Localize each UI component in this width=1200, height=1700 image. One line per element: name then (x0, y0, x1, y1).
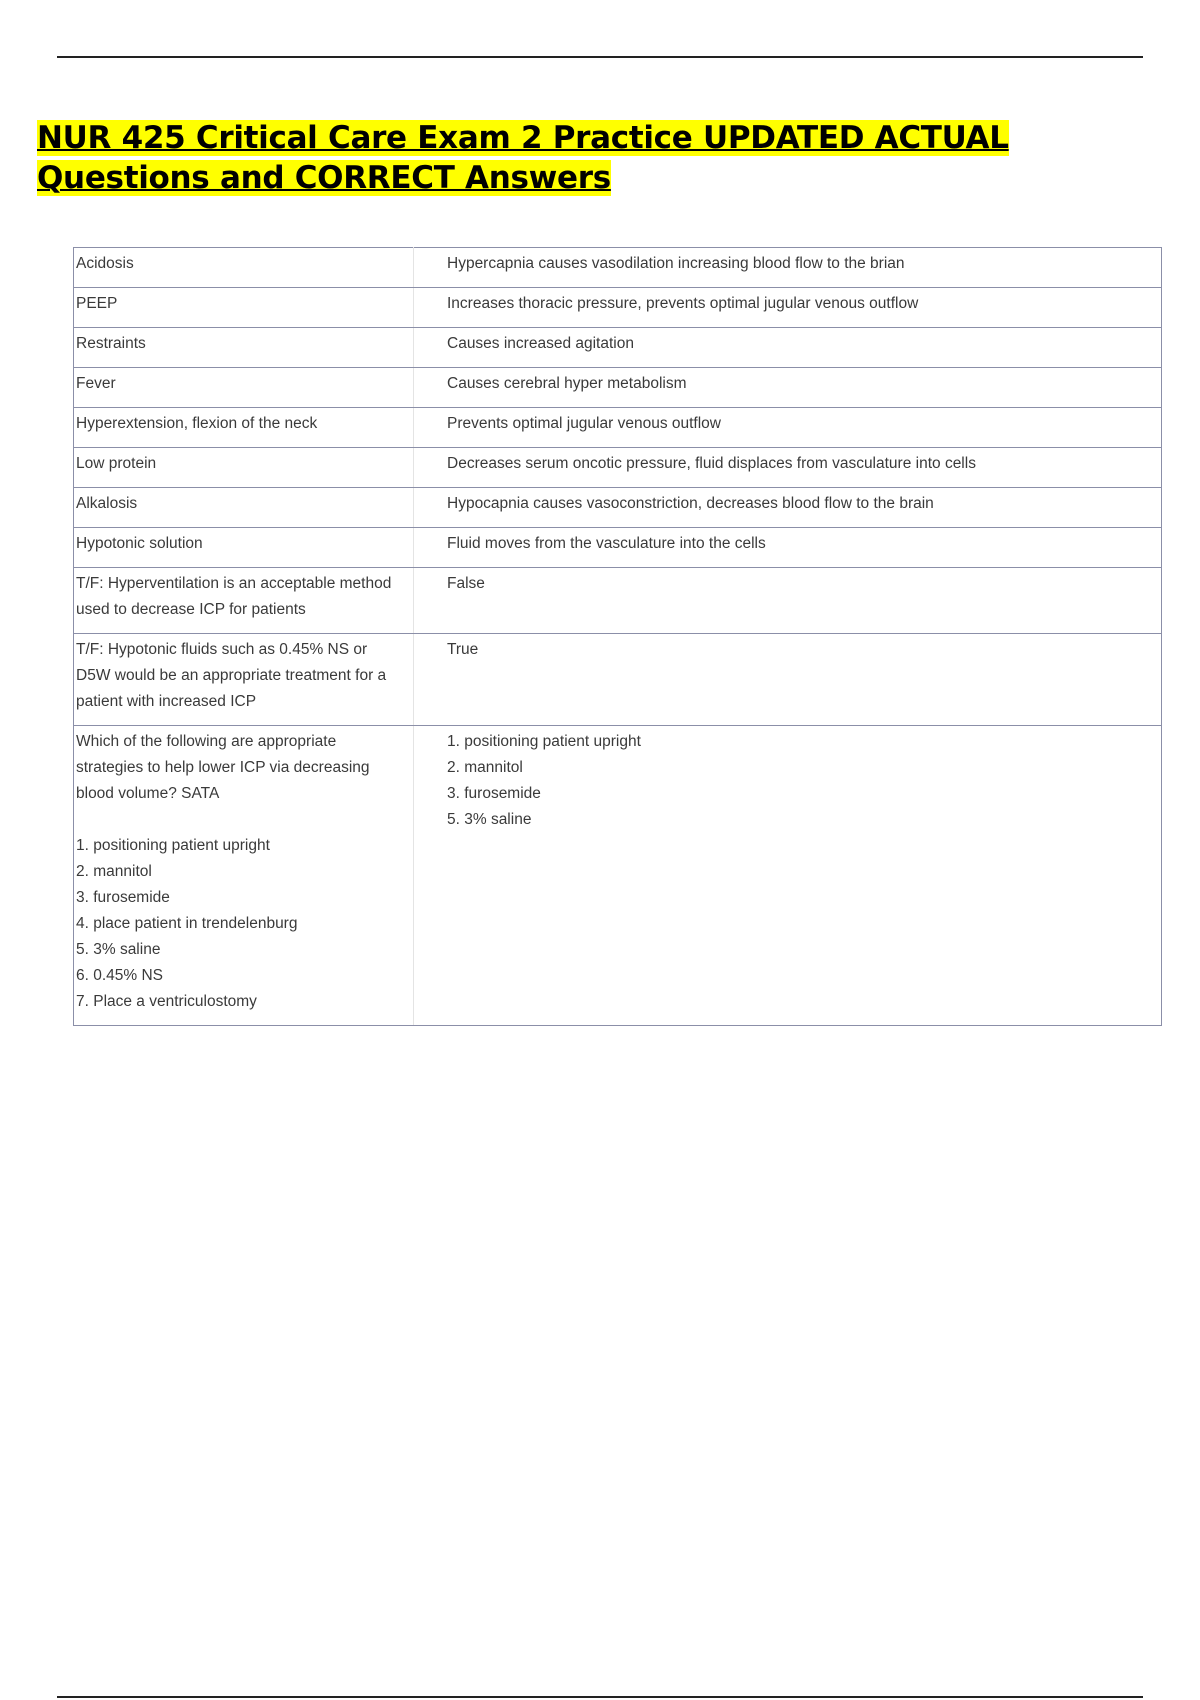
term-text: Restraints (76, 335, 146, 352)
definition-cell: True (414, 634, 1162, 726)
term-cell (74, 568, 414, 634)
sata-answer: 2. mannitol (447, 759, 523, 776)
term-cell (74, 408, 414, 448)
header-rule (57, 56, 1143, 58)
sata-option: 4. place patient in trendelenburg (76, 915, 298, 932)
term-text: PEEP (76, 295, 118, 312)
table-row (74, 568, 1162, 634)
term-text: Fever (76, 375, 116, 392)
sata-option: 2. mannitol (76, 863, 152, 880)
definition-cell: Fluid moves from the vasculature into the cells (414, 528, 1162, 568)
table-row (74, 408, 1162, 448)
definition-cell: Causes cerebral hyper metabolism (414, 368, 1162, 408)
document-title-text: NUR 425 Critical Care Exam 2 Practice UPDATED ACTUAL Questions and CORRECT Answers (37, 120, 1009, 196)
table-row (74, 328, 1162, 368)
table-row (74, 368, 1162, 408)
flashcard-table-body (74, 248, 1162, 1026)
sata-option: 1. positioning patient upright (76, 837, 270, 854)
sata-answers-list (447, 729, 1159, 833)
sata-option: 5. 3% saline (76, 941, 161, 958)
term-cell (74, 368, 414, 408)
spacer (76, 807, 411, 833)
table-row (74, 528, 1162, 568)
definition-cell: Decreases serum oncotic pressure, fluid displaces from vasculature into cells (414, 448, 1162, 488)
term-cell (74, 634, 414, 726)
term-text: Hypotonic solution (76, 535, 203, 552)
term-cell (74, 248, 414, 288)
term-cell (74, 288, 414, 328)
term-cell (74, 448, 414, 488)
table-row (74, 448, 1162, 488)
sata-answer-cell (414, 726, 1162, 1026)
definition-cell: Hypercapnia causes vasodilation increasing blood flow to the brian (414, 248, 1162, 288)
sata-answer: 3. furosemide (447, 785, 541, 802)
table-row (74, 726, 1162, 1026)
table-row (74, 488, 1162, 528)
sata-answer: 1. positioning patient upright (447, 733, 641, 750)
flashcard-table (73, 247, 1162, 1026)
sata-options-list (76, 833, 411, 1015)
table-row (74, 634, 1162, 726)
sata-question-text: Which of the following are appropriate strategies to help lower ICP via decreasing blood volume? SATA (76, 733, 370, 802)
definition-cell: Causes increased agitation (414, 328, 1162, 368)
definition-cell: Increases thoracic pressure, prevents optimal jugular venous outflow (414, 288, 1162, 328)
term-text: T/F: Hyperventilation is an acceptable method used to decrease ICP for patients (76, 575, 392, 618)
sata-option: 3. furosemide (76, 889, 170, 906)
footer-rule (57, 1696, 1143, 1698)
term-text: Low protein (76, 455, 157, 472)
term-text: Alkalosis (76, 495, 138, 512)
term-text: Hyperextension, flexion of the neck (76, 415, 318, 432)
term-cell (74, 328, 414, 368)
table-row (74, 248, 1162, 288)
sata-answer: 5. 3% saline (447, 811, 532, 828)
term-text: Acidosis (76, 255, 134, 272)
definition-cell: Prevents optimal jugular venous outflow (414, 408, 1162, 448)
definition-cell: False (414, 568, 1162, 634)
table-row (74, 288, 1162, 328)
sata-question-cell (74, 726, 414, 1026)
term-text: T/F: Hypotonic fluids such as 0.45% NS or D5W would be an appropriate treatment for a patient with increased ICP (76, 641, 387, 710)
term-cell (74, 488, 414, 528)
sata-option: 7. Place a ventriculostomy (76, 993, 257, 1010)
sata-option: 6. 0.45% NS (76, 967, 164, 984)
definition-cell: Hypocapnia causes vasoconstriction, decreases blood flow to the brain (414, 488, 1162, 528)
document-title (37, 118, 1167, 198)
term-cell (74, 528, 414, 568)
